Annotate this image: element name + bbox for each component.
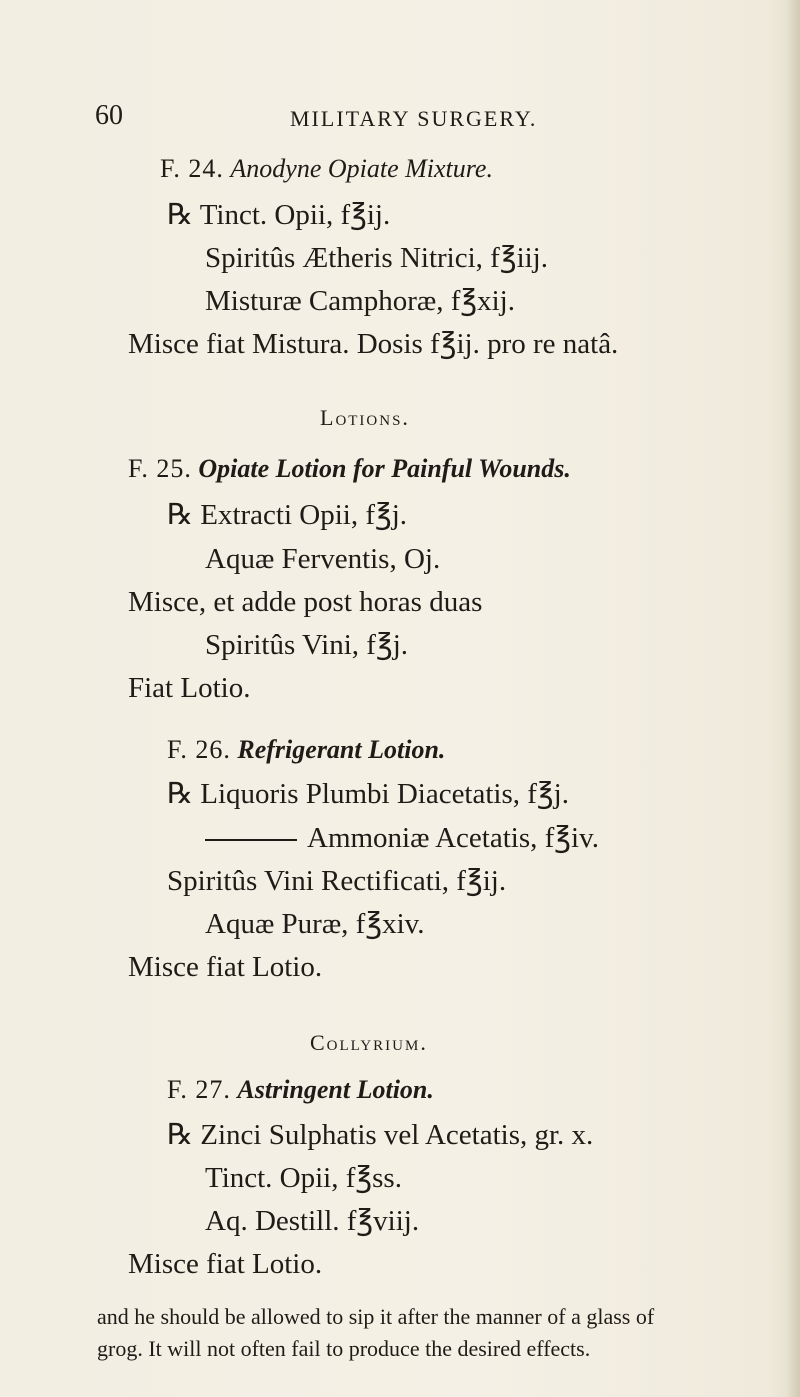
formula-27-line-4: Misce fiat Lotio. xyxy=(128,1248,323,1281)
formula-24-label: F. 24. xyxy=(160,153,224,183)
formula-25-line-5: Fiat Lotio. xyxy=(128,672,251,705)
formula-27-heading xyxy=(167,1074,434,1104)
formula-25-heading xyxy=(128,456,571,482)
formula-26-line-3: Spiritûs Vini Rectificati, f℥ij. xyxy=(167,864,507,897)
formula-25-line-1: ℞ Extracti Opii, f℥j. xyxy=(167,499,408,532)
section-heading-collyrium: Collyrium. xyxy=(310,1029,428,1055)
running-head: MILITARY SURGERY. xyxy=(290,106,538,131)
page-edge-shadow xyxy=(786,0,800,1397)
formula-25-line-2: Aquæ Ferventis, Oj. xyxy=(205,542,441,575)
page-number: 60 xyxy=(95,100,123,131)
formula-27-title: Astringent Lotion. xyxy=(237,1074,434,1104)
page-header xyxy=(0,100,800,140)
formula-27-line-2: Tinct. Opii, f℥ss. xyxy=(205,1161,402,1194)
formula-24-line-2: Spiritûs Ætheris Nitrici, f℥iij. xyxy=(205,242,548,274)
footer-note-line-1: and he should be allowed to sip it after the manner of a glass of xyxy=(97,1304,655,1329)
formula-26-line-5: Misce fiat Lotio. xyxy=(128,951,323,984)
formula-26-line-2-text: Ammoniæ Acetatis, f℥iv. xyxy=(307,821,599,854)
formula-25-line-3: Misce, et adde post horas duas xyxy=(128,585,483,618)
formula-26-line-1: ℞ Liquoris Plumbi Diacetatis, f℥j. xyxy=(167,778,569,811)
formula-26-heading xyxy=(167,737,445,763)
formula-25-label: F. 25. xyxy=(128,454,192,484)
section-heading-lotions: Lotions. xyxy=(320,404,410,430)
formula-24-line-1: ℞ Tinct. Opii, f℥ij. xyxy=(167,198,391,231)
formula-26-line-4: Aquæ Puræ, f℥xiv. xyxy=(205,908,425,940)
formula-24-line-4: Misce fiat Mistura. Dosis f℥ij. pro re natâ. xyxy=(128,328,619,361)
formula-27-label: F. 27. xyxy=(167,1074,231,1104)
formula-24-heading xyxy=(160,153,493,183)
formula-26-title: Refrigerant Lotion. xyxy=(237,735,446,765)
formula-25-line-4: Spiritûs Vini, f℥j. xyxy=(205,629,408,661)
formula-24-line-3: Misturæ Camphoræ, f℥xij. xyxy=(205,285,515,318)
footer-note-line-2: grog. It will not often fail to produce the desired effects. xyxy=(97,1336,591,1361)
formula-26-label: F. 26. xyxy=(167,735,231,765)
formula-26-line-2 xyxy=(205,821,599,854)
formula-24-title: Anodyne Opiate Mixture. xyxy=(230,153,493,183)
formula-27-line-3: Aq. Destill. f℥viij. xyxy=(205,1205,420,1237)
formula-25-title: Opiate Lotion for Painful Wounds. xyxy=(198,454,571,484)
ditto-dash xyxy=(205,839,297,841)
formula-27-line-1: ℞ Zinci Sulphatis vel Acetatis, gr. x. xyxy=(167,1118,594,1151)
